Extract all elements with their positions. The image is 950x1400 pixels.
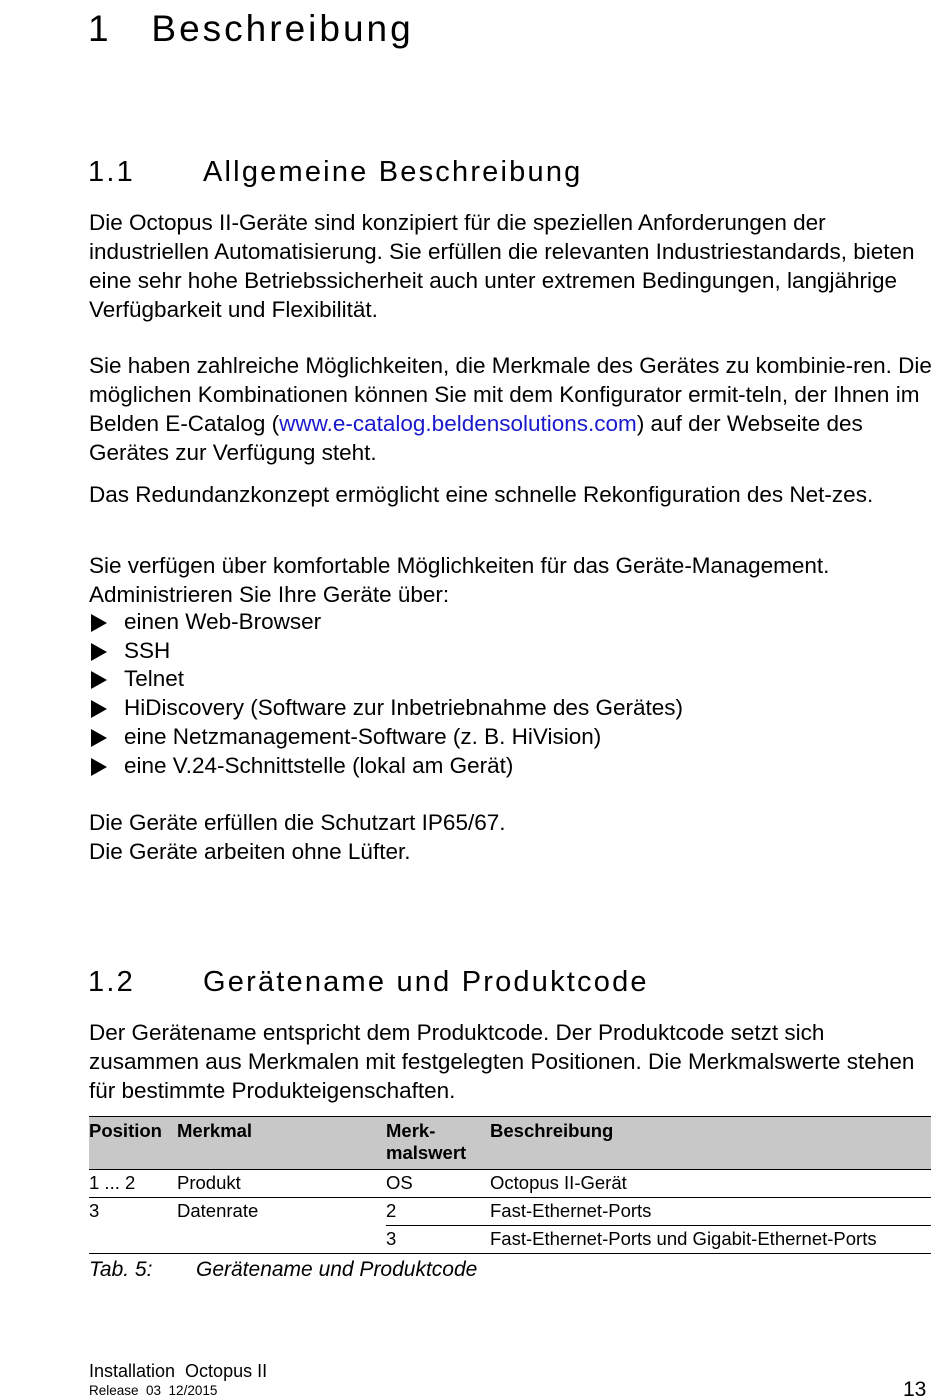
footer-release: Release 03 12/2015 [89, 1383, 218, 1398]
table-cell: 3 [89, 1198, 177, 1226]
table-header-row [89, 1117, 931, 1170]
product-code-table [89, 1116, 931, 1254]
table-cell: Octopus II-Gerät [490, 1170, 931, 1198]
table-cell: Fast-Ethernet-Ports [490, 1198, 931, 1226]
paragraph-intro [89, 208, 935, 324]
table-cell: 3 [386, 1226, 490, 1254]
column-header-position: Position [89, 1117, 177, 1170]
table-cell [177, 1226, 386, 1254]
paragraph-text: Die Octopus II-Geräte sind konzipiert für die speziellen Anforderungen der industriellen Automatisierung. Sie erfüllen die relevanten Industriestandards, bieten eine sehr hohe Betriebssicherheit auch unter extremen Bedingungen, langjährige Verfügbarkeit und Flexibilität. [89, 210, 915, 322]
paragraph-text: Die Geräte arbeiten ohne Lüfter. [89, 839, 411, 864]
paragraph-product-code [89, 1018, 935, 1105]
list-item: Telnet [89, 665, 935, 694]
section-number: 1.1 [88, 156, 135, 188]
triangle-bullet-icon [91, 614, 107, 632]
table-row [89, 1226, 931, 1254]
chapter-title: Beschreibung [151, 8, 414, 49]
list-item: SSH [89, 637, 935, 666]
triangle-bullet-icon [91, 758, 107, 776]
table-caption [89, 1258, 477, 1282]
section-number: 1.2 [88, 966, 135, 998]
chapter-number: 1 [88, 8, 112, 49]
paragraph-text: Die Geräte erfüllen die Schutzart IP65/67. [89, 810, 506, 835]
table-row [89, 1198, 931, 1226]
triangle-bullet-icon [91, 700, 107, 718]
paragraph-management [89, 551, 935, 609]
chapter-heading [88, 8, 414, 50]
paragraph-redundancy [89, 480, 935, 509]
management-options-list [89, 608, 935, 780]
paragraph-protection [89, 808, 935, 866]
paragraph-text: Sie haben zahlreiche Möglichkeiten, die Merkmale des Gerätes zu kombinie-ren. Die möglichen Kombinationen können Sie mit dem Konfigurator ermit-teln, der Ihnen im Belden E-Catalog ( [89, 353, 932, 436]
table-cell: 2 [386, 1198, 490, 1226]
section-title: Allgemeine Beschreibung [203, 156, 583, 188]
list-item: eine V.24-Schnittstelle (lokal am Gerät) [89, 752, 935, 781]
table-cell: 1 ... 2 [89, 1170, 177, 1198]
table-cell: OS [386, 1170, 490, 1198]
caption-label: Tab. 5: [89, 1258, 153, 1281]
footer-document-title: Installation Octopus II [89, 1361, 268, 1381]
triangle-bullet-icon [91, 643, 107, 661]
triangle-bullet-icon [91, 671, 107, 689]
paragraph-configurator [89, 351, 935, 467]
paragraph-text: ) auf der Webseite des Gerätes zur Verfügung steht. [89, 411, 863, 465]
paragraph-text: Sie verfügen über komfortable Möglichkeiten für das Geräte-Management. [89, 553, 830, 578]
paragraph-text: Administrieren Sie Ihre Geräte über: [89, 582, 450, 607]
paragraph-text: Der Gerätename entspricht dem Produktcode. Der Produktcode setzt sich zusammen aus Merkmalen mit festgelegten Positionen. Die Merkmalswerte stehen für bestimmte Produkteigenschaften. [89, 1020, 915, 1103]
table-row [89, 1170, 931, 1198]
section-heading-1-1 [88, 156, 582, 189]
caption-text: Gerätename und Produktcode [196, 1258, 478, 1281]
column-header-feature: Merkmal [177, 1117, 386, 1170]
table-cell: Datenrate [177, 1198, 386, 1226]
ecatalog-link[interactable]: www.e-catalog.beldensolutions.com [279, 411, 637, 436]
table-cell [89, 1226, 177, 1254]
table-cell: Fast-Ethernet-Ports und Gigabit-Ethernet-Ports [490, 1226, 931, 1254]
list-item: einen Web-Browser [89, 608, 935, 637]
page-number: 13 [903, 1378, 927, 1400]
section-heading-1-2 [88, 966, 649, 999]
column-header-value: Merk- malswert [386, 1117, 490, 1170]
paragraph-text: Das Redundanzkonzept ermöglicht eine schnelle Rekonfiguration des Net-zes. [89, 482, 874, 507]
triangle-bullet-icon [91, 729, 107, 747]
list-item: HiDiscovery (Software zur Inbetriebnahme des Gerätes) [89, 694, 935, 723]
section-title: Gerätename und Produktcode [203, 966, 649, 998]
column-header-description: Beschreibung [490, 1117, 931, 1170]
table-cell: Produkt [177, 1170, 386, 1198]
list-item: eine Netzmanagement-Software (z. B. HiVision) [89, 723, 935, 752]
